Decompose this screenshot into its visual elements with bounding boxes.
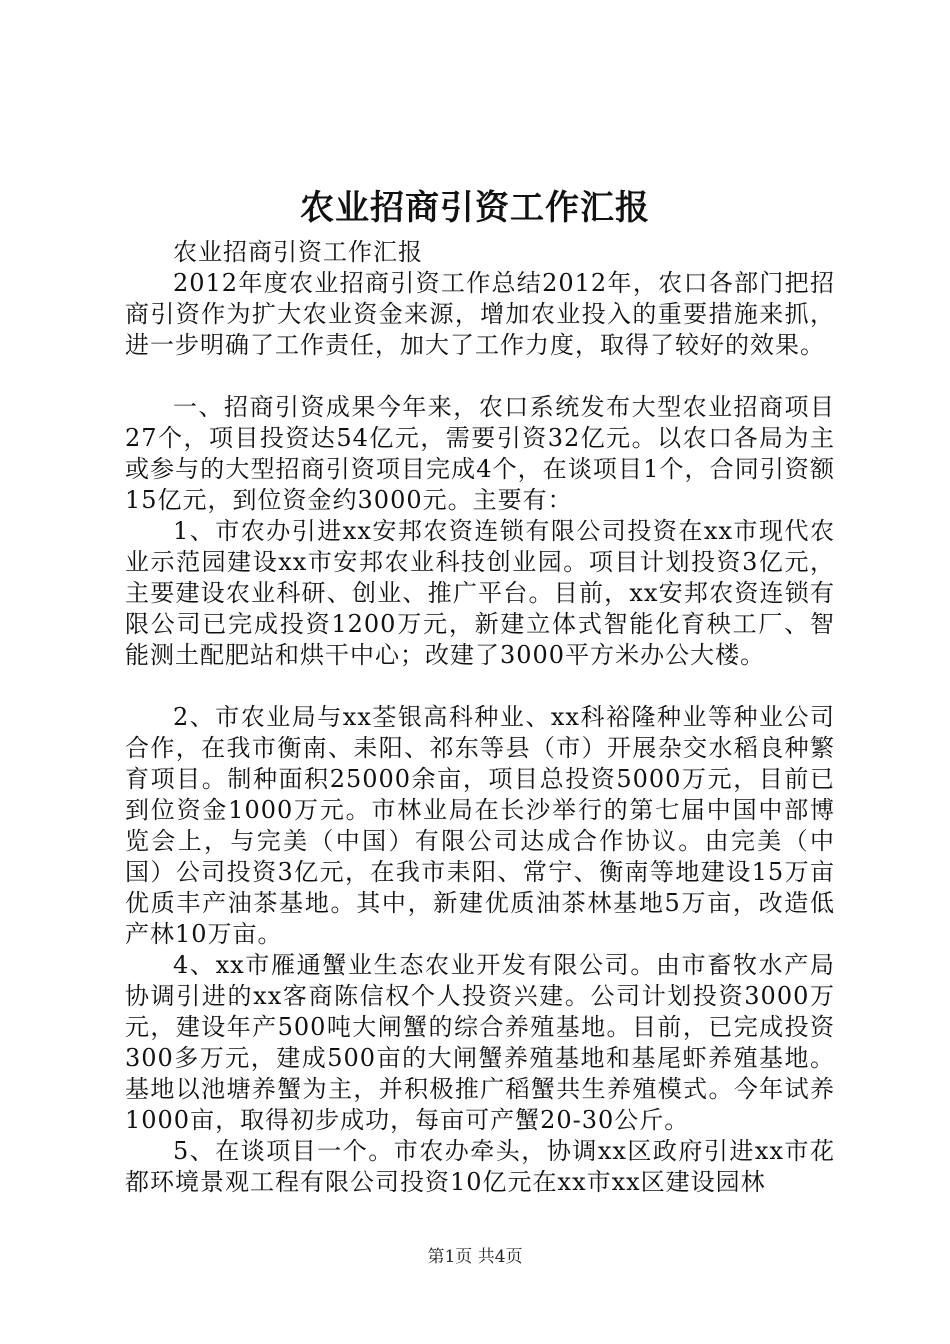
paragraph-item-1: 1、市农办引进xx安邦农资连锁有限公司投资在xx市现代农业示范园建设xx市安邦农业科技创业园。项目计划投资3亿元，主要建设农业科研、创业、推广平台。目前，xx安邦农资连锁有限公司已完成投资1200万元，新建立体式智能化育秧工厂、智能测土配肥站和烘干中心；改建了3000平方米办公大楼。 [125, 517, 835, 669]
paragraph-item-5: 5、在谈项目一个。市农办牵头，协调xx区政府引进xx市花都环境景观工程有限公司投资10亿元在xx市xx区建设园林 [125, 1137, 835, 1196]
document-title: 农业招商引资工作汇报 [300, 188, 650, 228]
paragraph-subtitle: 农业招商引资工作汇报 [173, 238, 423, 266]
paragraph-item-4: 4、xx市雁通蟹业生态农业开发有限公司。由市畜牧水产局协调引进的xx客商陈信权个人投资兴建。公司计划投资3000万元，建设年产500吨大闸蟹的综合养殖基地。目前，已完成投资300多万元，建成500亩的大闸蟹养殖基地和基尾虾养殖基地。基地以池塘养蟹为主，并积极推广稻蟹共生养殖模式。今年试养1000亩，取得初步成功，每亩可产蟹20-30公斤。 [125, 951, 835, 1134]
paragraph-gap [125, 361, 835, 392]
paragraph-summary: 2012年度农业招商引资工作总结2012年，农口各部门把招商引资作为扩大农业资金来源，增加农业投入的重要措施来抓，进一步明确了工作责任，加大了工作力度，取得了较好的效果。 [125, 269, 835, 359]
paragraph-item-2: 2、市农业局与xx荃银高科种业、xx科裕隆种业等种业公司合作，在我市衡南、耒阳、祁东等县（市）开展杂交水稻良种繁育项目。制种面积25000余亩，项目总投资5000万元，目前已到位资金1000万元。市林业局在长沙举行的第七届中国中部博览会上，与完美（中国）有限公司达成合作协议。由完美（中国）公司投资3亿元，在我市耒阳、常宁、衡南等地建设15万亩优质丰产油茶基地。其中，新建优质油茶林基地5万亩，改造低产林10万亩。 [125, 703, 835, 948]
paragraph-results: 一、招商引资成果今年来，农口系统发布大型农业招商项目27个，项目投资达54亿元，需要引资32亿元。以农口各局为主或参与的大型招商引资项目完成4个，在谈项目1个，合同引资额15亿元，到位资金约3000元。主要有： [125, 393, 835, 514]
document-body [125, 237, 835, 1198]
page-number-footer: 第1页 共4页 [427, 1247, 523, 1267]
paragraph-gap [125, 671, 835, 702]
